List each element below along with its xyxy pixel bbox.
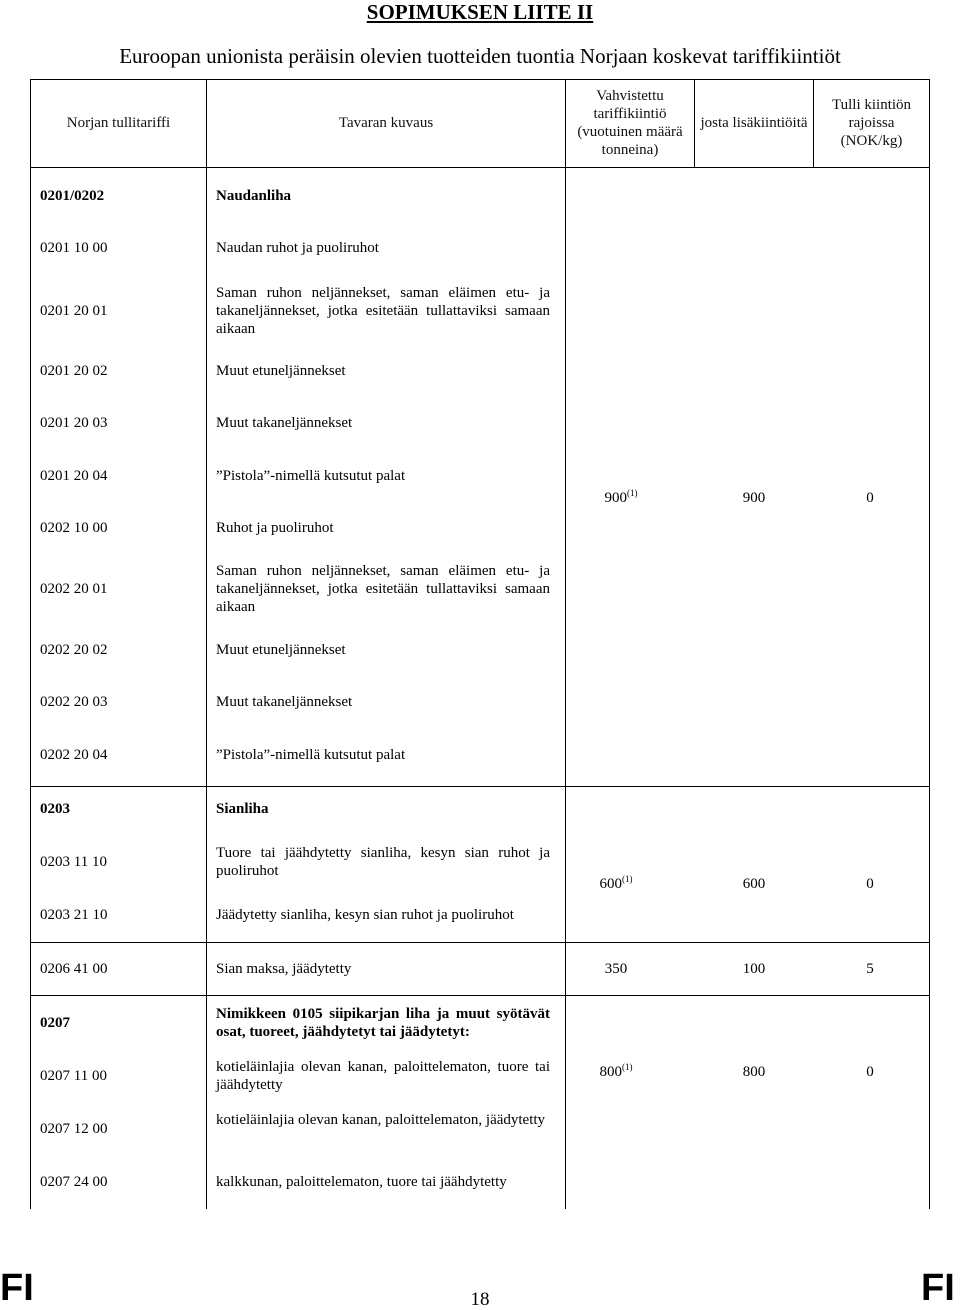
footer-language-mark-left: FI: [0, 1267, 34, 1309]
tariff-code: 0202 10 00: [40, 520, 108, 536]
in-quota-duty-value: 0: [866, 490, 874, 506]
description: Muut etuneljännekset: [216, 642, 346, 658]
tariff-code: 0202 20 03: [40, 694, 108, 710]
tariff-code: 0207 24 00: [40, 1174, 108, 1190]
tariff-code: 0203 11 10: [40, 854, 107, 870]
description: Muut takaneljännekset: [216, 694, 353, 710]
tariff-code: 0201 20 02: [40, 363, 108, 379]
col-divider-1: [206, 79, 207, 1209]
liver-row-top-border: [30, 942, 930, 943]
quota-value: 800$^{(1)}$: [599, 1062, 633, 1080]
footnote-marker: (1): [627, 488, 638, 498]
quota-value: 600$^{(1)}$: [599, 874, 633, 892]
pork-group-top-border: [30, 786, 930, 787]
description: Muut etuneljännekset: [216, 363, 346, 379]
tariff-code-0201-0202: 0201/0202: [40, 188, 105, 204]
col-divider-3: [694, 79, 695, 167]
additional-quota-value: 900: [742, 490, 766, 506]
description: ”Pistola”-nimellä kutsutut palat: [216, 468, 406, 484]
description: ”Pistola”-nimellä kutsutut palat: [216, 747, 406, 763]
quota-value: 350: [604, 961, 628, 977]
tariff-code: 0207 12 00: [40, 1121, 108, 1137]
header-duty: Tulli kiintiön rajoissa (NOK/kg): [831, 97, 912, 149]
description: Jäädytetty sianliha, kesyn sian ruhot ja puoliruhot: [216, 907, 514, 923]
footer-language-mark-right: FI: [921, 1267, 955, 1309]
additional-quota-value: 800: [742, 1064, 766, 1080]
page-title: SOPIMUKSEN LIITE II: [366, 0, 594, 24]
footnote-marker: (1): [622, 1062, 633, 1072]
tariff-code: 0201 20 03: [40, 415, 108, 431]
table-left-border: [30, 79, 31, 1209]
table-right-border: [929, 79, 930, 1209]
tariff-code: 0201 10 00: [40, 240, 108, 256]
tariff-code-0207: 0207: [40, 1015, 70, 1031]
tariff-code: 0203 21 10: [40, 907, 108, 923]
description: Saman ruhon neljännekset, saman eläimen etu- ja takaneljännekset, jotka esitetään tullattaviksi samaan aikaan: [216, 285, 550, 337]
description: kotieläinlajia olevan kanan, paloittelematon, jäädytetty: [216, 1112, 546, 1128]
tariff-code: 0201 20 04: [40, 468, 108, 484]
description-sianliha: Sianliha: [216, 801, 269, 817]
description: Muut takaneljännekset: [216, 415, 353, 431]
in-quota-duty-value: 0: [866, 876, 874, 892]
tariff-code: 0201 20 01: [40, 303, 108, 319]
additional-quota-value: 100: [742, 961, 766, 977]
description: Ruhot ja puoliruhot: [216, 520, 334, 536]
page-number: 18: [470, 1289, 490, 1310]
header-quota: Vahvistettu tariffikiintiö (vuotuinen määrä tonneina): [577, 88, 683, 158]
header-additional: josta lisäkiintiöitä: [700, 115, 808, 131]
quota-value: 900$^{(1)}$: [604, 488, 638, 506]
description: kalkkunan, paloittelematon, tuore tai jäähdytetty: [216, 1174, 507, 1190]
description: Saman ruhon neljännekset, saman eläimen etu- ja takaneljännekset, jotka esitetään tullattaviksi samaan aikaan: [216, 563, 550, 615]
description: Naudan ruhot ja puoliruhot: [216, 240, 379, 256]
tariff-code: 0202 20 04: [40, 747, 108, 763]
description: Sian maksa, jäädytetty: [216, 961, 352, 977]
footnote-marker: (1): [622, 874, 633, 884]
tariff-code: 0202 20 02: [40, 642, 108, 658]
tariff-code: 0206 41 00: [40, 961, 108, 977]
in-quota-duty-value: 5: [866, 961, 874, 977]
in-quota-duty-value: 0: [866, 1064, 874, 1080]
tariff-code: 0207 11 00: [40, 1068, 107, 1084]
description: Tuore tai jäähdytetty sianliha, kesyn sian ruhot ja puoliruhot: [216, 845, 550, 879]
col-divider-4: [813, 79, 814, 167]
header-tariff-code: Norjan tullitariffi: [66, 115, 171, 131]
tariff-code-0203: 0203: [40, 801, 70, 817]
poultry-group-top-border: [30, 995, 930, 996]
description: kotieläinlajia olevan kanan, paloittelematon, tuore tai jäähdytetty: [216, 1059, 550, 1093]
description-siipikarja: Nimikkeen 0105 siipikarjan liha ja muut syötävät osat, tuoreet, jäähdytetyt tai jäädytetyt:: [216, 1006, 550, 1040]
header-description: Tavaran kuvaus: [338, 115, 434, 131]
tariff-code: 0202 20 01: [40, 581, 108, 597]
header-bottom-border: [30, 167, 930, 168]
additional-quota-value: 600: [742, 876, 766, 892]
col-divider-2: [565, 79, 566, 1209]
page-subtitle: Euroopan unionista peräisin olevien tuotteiden tuontia Norjaan koskevat tariffikiintiöt: [119, 44, 841, 68]
description-naudanliha: Naudanliha: [216, 188, 292, 204]
